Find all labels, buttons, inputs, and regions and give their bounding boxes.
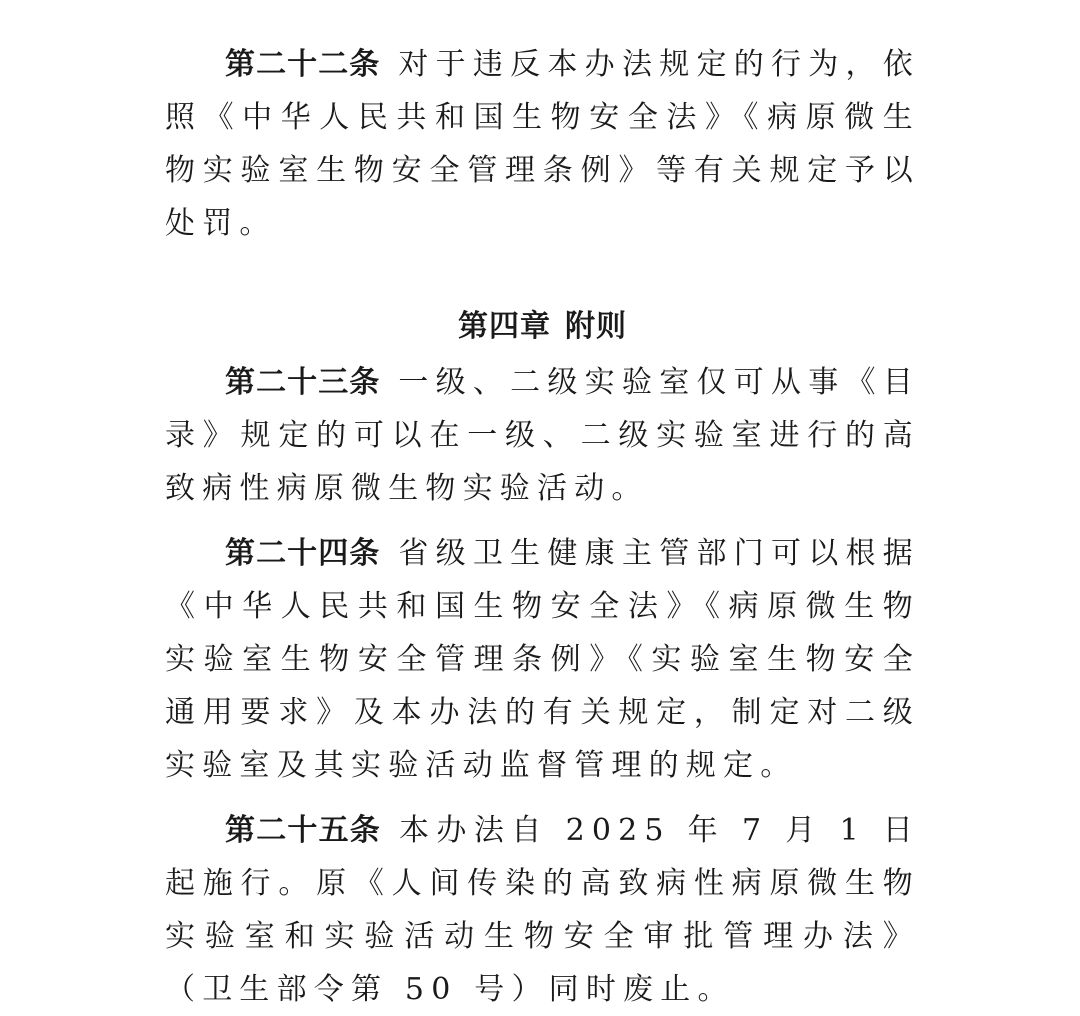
article-22 [165, 38, 920, 250]
article-number: 第二十五条 [225, 813, 382, 848]
chapter-number: 第四章 [458, 309, 551, 344]
document-page [165, 38, 920, 1016]
article-number: 第二十二条 [225, 47, 381, 82]
article-number: 第二十四条 [225, 536, 381, 571]
section-spacer [165, 792, 920, 804]
chapter-heading [165, 300, 920, 353]
article-text: 省级卫生健康主管部门可以根据《中华人民共和国生物安全法》《病原微生物实验室生物安全管理条例》《实验室生物安全通用要求》及本办法的有关规定，制定对二级实验室及其实验活动监督管理的规定。 [165, 536, 921, 783]
section-spacer [165, 515, 920, 527]
article-24 [165, 527, 920, 792]
article-number: 第二十三条 [225, 365, 381, 400]
article-text: 本办法自 2025 年 7 月 1 日起施行。原《人间传染的高致病性病原微生物实验室和实验活动生物安全审批管理办法》（卫生部令第 50 号）同时废止。 [165, 813, 920, 1007]
article-25 [165, 804, 920, 1016]
section-spacer [165, 250, 920, 300]
chapter-title: 附则 [565, 309, 627, 344]
article-23 [165, 356, 920, 515]
article-text: 对于违反本办法规定的行为，依照《中华人民共和国生物安全法》《病原微生物实验室生物安全管理条例》等有关规定予以处罚。 [165, 47, 921, 241]
article-text: 一级、二级实验室仅可从事《目录》规定的可以在一级、二级实验室进行的高致病性病原微生物实验活动。 [165, 365, 921, 506]
